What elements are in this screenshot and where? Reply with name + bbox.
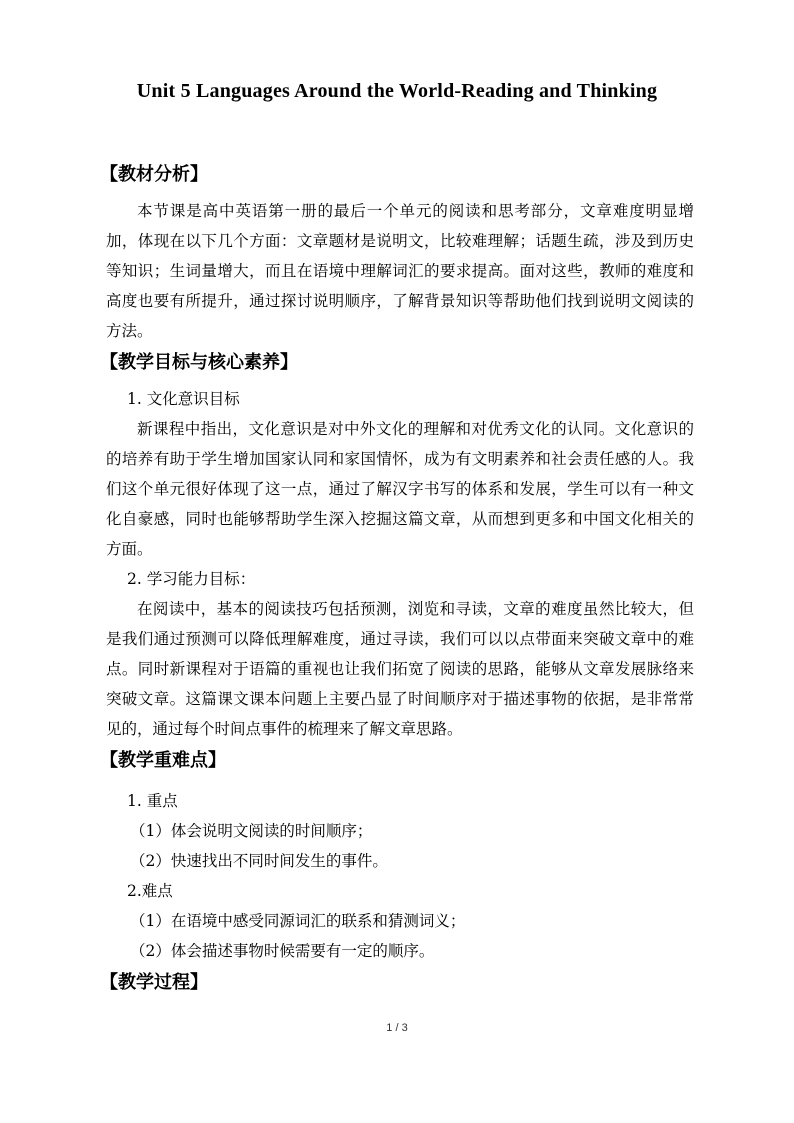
analysis-paragraph: 本节课是高中英语第一册的最后一个单元的阅读和思考部分，文章难度明显增加，体现在以下几个方面：文章题材是说明文，比较难理解；话题生疏，涉及到历史等知识；生词量增大，而且在语境中理解词汇的要求提高。面对这些，教师的难度和高度也要有所提升，通过探讨说明顺序，了解背景知识等帮助他们找到说明文阅读的方法。 [106, 202, 694, 340]
difficulty-item-2: （2）体会描述事物时候需要有一定的顺序。 [130, 942, 435, 960]
difficulty-item-1: （1）在语境中感受同源词汇的联系和猜测词义； [130, 912, 466, 930]
section-heading-process: 【教学过程】 [100, 972, 208, 993]
goal-2-paragraph: 在阅读中，基本的阅读技巧包括预测，浏览和寻读，文章的难度虽然比较大，但是我们通过预测可以降低理解难度，通过寻读，我们可以以点带面来突破文章中的难点。同时新课程对于语篇的重视也让我们拓宽了阅读的思路，能够从文章发展脉络来突破文章。这篇课文课本问题上主要凸显了时间顺序对于描述事物的依据，是非常常见的，通过每个时间点事件的梳理来了解文章思路。 [106, 600, 694, 738]
goal-1-title: 1. 文化意识目标 [127, 390, 240, 408]
section-heading-goals: 【教学目标与核心素养】 [100, 352, 298, 373]
document-body [100, 158, 694, 1000]
page-number: 1 / 3 [386, 1022, 408, 1034]
section-heading-keypoints: 【教学重难点】 [100, 750, 226, 771]
section-heading-analysis: 【教材分析】 [100, 164, 208, 185]
difficulty-title: 2.难点 [127, 882, 173, 900]
goal-2-title: 2. 学习能力目标： [127, 570, 256, 588]
goal-1-paragraph: 新课程中指出，文化意识是对中外文化的理解和对优秀文化的认同。文化意识的的培养有助于学生增加国家认同和家国情怀，成为有文明素养和社会责任感的人。我们这个单元很好体现了这一点，通过了解汉字书写的体系和发展，学生可以有一种文化自豪感，同时也能够帮助学生深入挖掘这篇文章，从而想到更多和中国文化相关的方面。 [106, 420, 694, 558]
keypoint-title: 1. 重点 [127, 792, 178, 810]
keypoint-item-1: （1）体会说明文阅读的时间顺序； [130, 822, 373, 840]
keypoint-item-2: （2）快速找出不同时间发生的事件。 [130, 852, 388, 870]
document-title: Unit 5 Languages Around the World-Reading and Thinking [136, 80, 658, 102]
